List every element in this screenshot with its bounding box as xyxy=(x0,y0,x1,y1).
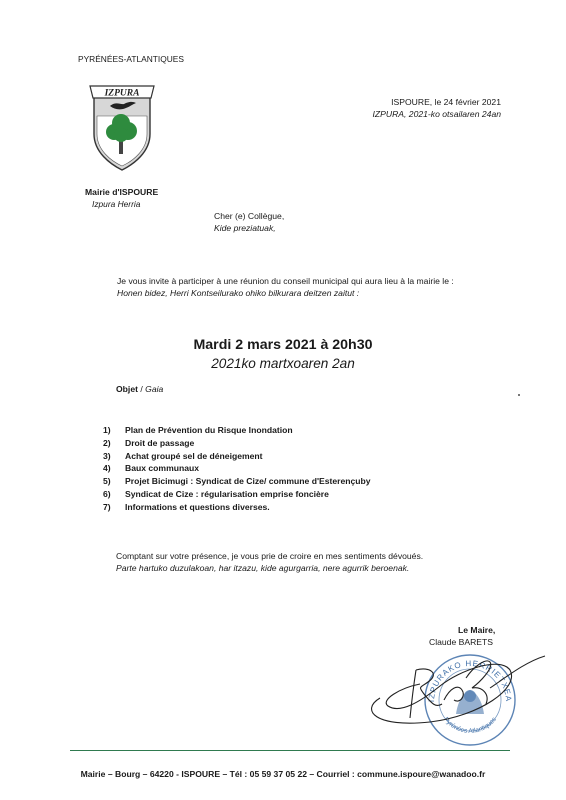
agenda-item-text: Achat groupé sel de déneigement xyxy=(125,450,263,461)
signature-name: Claude BARETS xyxy=(429,637,494,647)
agenda-item-text: Droit de passage xyxy=(125,437,195,448)
municipal-crest xyxy=(88,76,156,172)
intro-eu: Honen bidez, Herri Kontseilurako ohiko bilkurara deitzen zaitut : xyxy=(117,288,360,298)
agenda-item xyxy=(103,462,371,475)
object-heading xyxy=(116,384,163,394)
mairie-name: Mairie d'ISPOURE xyxy=(85,187,159,197)
handwritten-signature xyxy=(340,648,550,738)
meeting-date-fr: Mardi 2 mars 2021 à 20h30 xyxy=(193,337,373,353)
agenda-item-number: 7) xyxy=(103,501,111,512)
mairie-basque-name: Izpura Herria xyxy=(92,199,141,209)
agenda-item xyxy=(103,475,371,488)
agenda-item-text: Informations et questions diverses. xyxy=(125,501,270,512)
department-name: PYRÉNÉES-ATLANTIQUES xyxy=(78,54,184,64)
agenda-item xyxy=(103,424,371,437)
meeting-date-eu: 2021ko martxoaren 2an xyxy=(211,356,355,371)
agenda-item xyxy=(103,437,371,450)
object-label-fr: Objet xyxy=(116,384,138,394)
agenda-list xyxy=(103,424,371,514)
intro-fr: Je vous invite à participer à une réunion du conseil municipal qui aura lieu à la mairie le : xyxy=(117,276,454,286)
agenda-item-number: 1) xyxy=(103,425,111,435)
object-separator: / xyxy=(137,384,146,394)
agenda-item-number: 4) xyxy=(103,463,111,474)
salutation-eu: Kide preziatuak, xyxy=(214,223,276,233)
signature-title: Le Maire, xyxy=(458,625,496,635)
closing-fr: Comptant sur votre présence, je vous prie de croire en mes sentiments dévoués. xyxy=(116,551,424,561)
object-label-eu: Gaia xyxy=(145,384,164,394)
agenda-item xyxy=(103,488,371,501)
stamp-top-text: IZPURAKO HERRIETXEA xyxy=(426,658,514,703)
date-fr: ISPOURE, le 24 février 2021 xyxy=(391,97,501,107)
agenda-item-number: 2) xyxy=(103,437,111,448)
crest-banner-text: IZPURA xyxy=(104,88,140,99)
agenda-item xyxy=(103,450,371,463)
salutation-fr: Cher (e) Collègue, xyxy=(214,211,285,221)
margin-dot xyxy=(518,394,520,396)
footer-divider xyxy=(70,750,510,751)
footer-contact: Mairie – Bourg – 64220 - ISPOURE – Tél : 05 59 37 05 22 – Courriel : commune.ispoure@wanadoo.fr xyxy=(80,769,486,779)
closing-eu: Parte hartuko duzulakoan, har itzazu, kide agurgarria, nere agurrik beroenak. xyxy=(116,563,410,573)
agenda-item-text: Projet Bicimugi : Syndicat de Cize/ commune d'Esterençuby xyxy=(125,476,371,487)
agenda-item-text: Plan de Prévention du Risque Inondation xyxy=(125,425,293,435)
date-eu: IZPURA, 2021-ko otsailaren 24an xyxy=(372,109,501,119)
agenda-item xyxy=(103,501,371,514)
agenda-item-number: 5) xyxy=(103,476,111,487)
agenda-item-number: 6) xyxy=(103,488,111,499)
agenda-item-text: Baux communaux xyxy=(125,463,200,474)
stamp-bottom-text: Pyrénées Atlantiques xyxy=(442,716,498,735)
agenda-item-text: Syndicat de Cize : régularisation emprise foncière xyxy=(125,488,329,499)
agenda-item-number: 3) xyxy=(103,450,111,461)
